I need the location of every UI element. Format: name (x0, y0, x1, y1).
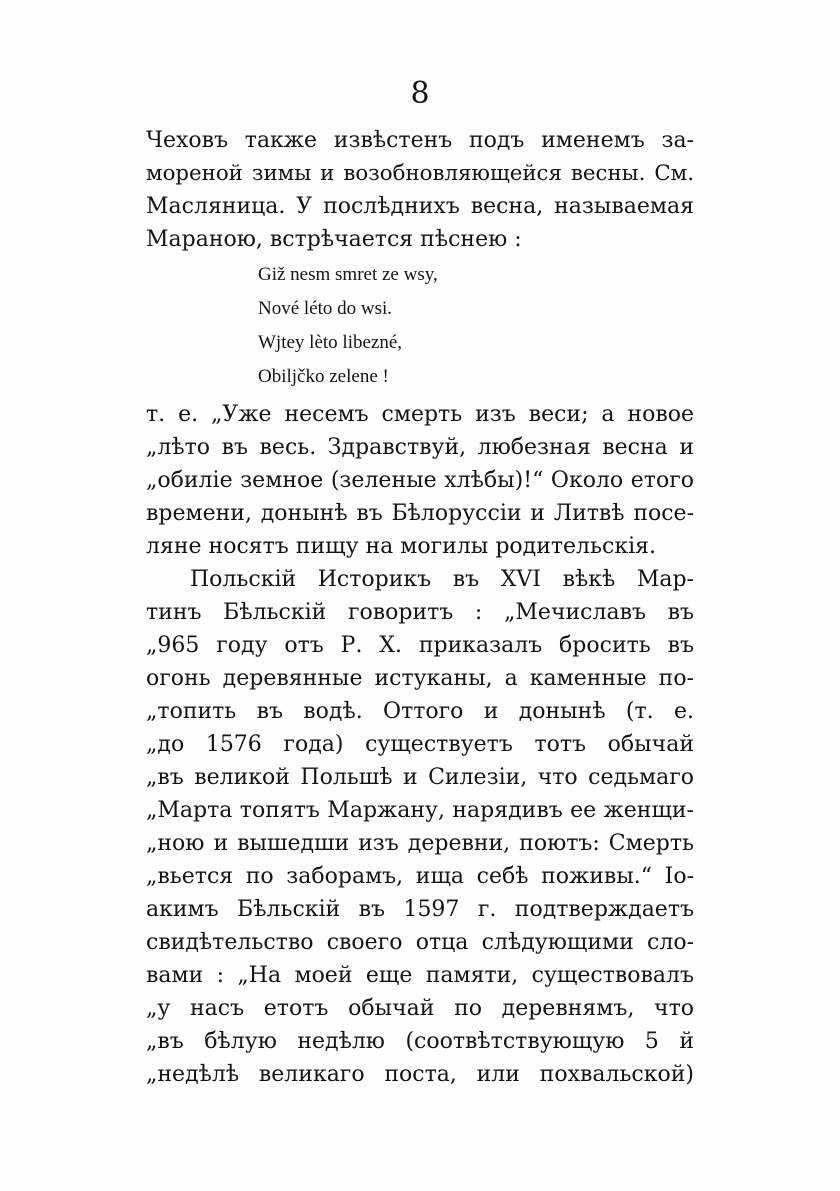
text-line: т. е. „Уже несемъ смерть изъ веси; а новое (146, 402, 694, 427)
page-number: 8 (410, 76, 430, 111)
text-line: „у насъ етотъ обычай по деревнямъ, что (146, 996, 694, 1021)
text-line: Масляница. У послѣднихъ весна, называемая (146, 194, 694, 219)
text-line: „недѣлѣ великаго поста, или похвальской) (146, 1062, 694, 1087)
text-line: „до 1576 года) существуетъ тотъ обычай (146, 732, 694, 757)
text-line: „въ бѣлую недѣлю (соотвѣтствующую 5 й (146, 1029, 694, 1054)
text-line: огонь деревянные истуканы, а каменные по- (146, 666, 694, 691)
text-line: „въ великой Польшѣ и Силезіи, что седьмаго (146, 765, 694, 790)
text-line: „Марта топятъ Маржану, нарядивъ ее женщи- (146, 798, 694, 823)
text-line: „ною и вышедши изъ деревни, поютъ: Смерть (146, 831, 694, 856)
body-text (146, 124, 694, 1091)
verse-line: Nové léto do wsi. (258, 298, 393, 319)
text-line: Чеховъ также извѣстенъ подъ именемъ за- (146, 128, 694, 153)
text-line: „вьется по заборамъ, ища себѣ поживы.“ Іо- (146, 864, 694, 889)
text-line: вами : „На моей еще памяти, существовалъ (146, 963, 694, 988)
text-line: „топить въ водѣ. Оттого и донынѣ (т. е. (146, 699, 694, 724)
text-line: Польскій Историкъ въ XVI вѣкѣ Мар- (190, 567, 694, 592)
text-line: акимъ Бѣльскій въ 1597 г. подтверждаетъ (146, 897, 694, 922)
verse-line: Obiljčko zelene ! (258, 366, 389, 387)
text-line: „965 году отъ Р. Х. приказалъ бросить въ (146, 633, 694, 658)
verse-line: Wjtey lèto libezné, (258, 332, 403, 353)
verse-quote (146, 258, 694, 394)
text-line: „лѣто въ весь. Здравствуй, любезная весна и (146, 435, 694, 460)
verse-line: Giž nesm smret ze wsy, (258, 264, 438, 285)
text-line: ляне носятъ пищу на могилы родительскія. (146, 534, 656, 559)
text-line: „обиліе земное (зеленые хлѣбы)!“ Около етого (146, 468, 694, 493)
text-line: тинъ Бѣльскій говоритъ : „Мечиславъ въ (146, 600, 694, 625)
text-line: свидѣтельство своего отца слѣдующими сло- (146, 930, 694, 955)
text-line: Мараною, встрѣчается пѣснею : (146, 227, 522, 252)
text-line: мореной зимы и возобновляющейся весны. См. (146, 161, 694, 186)
text-line: времени, донынѣ въ Бѣлоруссіи и Литвѣ посе- (146, 501, 694, 526)
